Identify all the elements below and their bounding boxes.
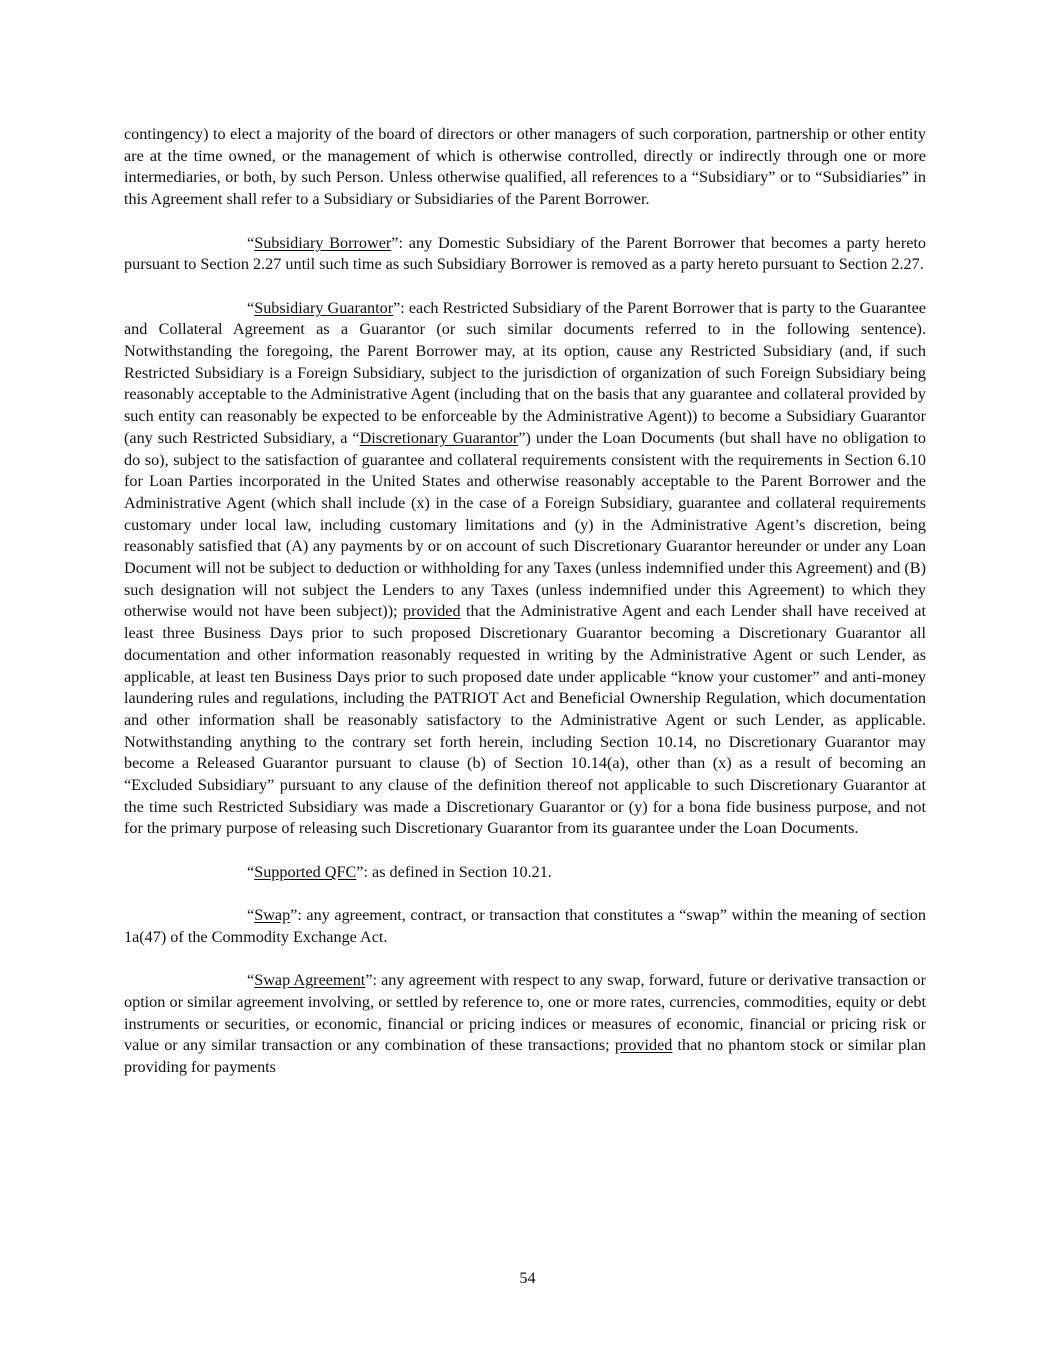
defined-term-supported-qfc: Supported QFC [254, 862, 357, 881]
defined-term-subsidiary-borrower: Subsidiary Borrower [254, 233, 392, 252]
definition-text-part-a: ”: any agreement with respect to any swap, forward, future or derivative transaction or option or similar agreement involving, or settled by reference to, one or more rates, currencies, commodities, equity or debt instruments or securities, or economic, financial or pricing indices or measures of economic, financial or pricing risk or value or any similar transaction or any combination of these transactions; [124, 971, 926, 1055]
open-quote: “ [247, 906, 255, 925]
definition-supported-qfc [124, 862, 926, 884]
definition-subsidiary-borrower [124, 233, 926, 276]
provided-keyword: provided [614, 1036, 673, 1055]
open-quote: “ [247, 233, 255, 252]
defined-term-discretionary-guarantor: Discretionary Guarantor [359, 428, 519, 447]
defined-term-subsidiary-guarantor: Subsidiary Guarantor [254, 298, 394, 317]
definition-text-part-a: ”: each Restricted Subsidiary of the Parent Borrower that is party to the Guarantee and Collateral Agreement as a Guarantor (or such similar documents referred to in the following sentence). Notwithstanding the foregoing, the Parent Borrower may, at its option, cause any Restricted Subsidiary (and, if such Restricted Subsidiary is a Foreign Subsidiary, subject to the jurisdiction of organization of such Foreign Subsidiary being reasonably acceptable to the Administrative Agent (including that on the basis that any guarantee and collateral provided by such entity can reasonably be expected to be enforceable by the Administrative Agent)) to become a Subsidiary Guarantor (any such Restricted Subsidiary, a “ [124, 298, 926, 447]
definition-swap-agreement [124, 970, 926, 1079]
definition-text-part-b: ”) under the Loan Documents (but shall have no obligation to do so), subject to the satisfaction of guarantee and collateral requirements consistent with the requirements in Section 6.10 for Loan Parties incorporated in the United States and otherwise reasonably acceptable to the Parent Borrower and the Administrative Agent (which shall include (x) in the case of a Foreign Subsidiary, guarantee and collateral requirements customary under local law, including customary limitations and (y) in the Administrative Agent’s discretion, being reasonably satisfied that (A) any payments by or on account of such Discretionary Guarantor hereunder or under any Loan Document will not be subject to deduction or withholding for any Taxes (unless indemnified under this Agreement) and (B) such designation will not subject the Lenders to any Taxes (unless indemnified under this Agreement) to which they otherwise would not have been subject)); [124, 428, 927, 621]
definition-subsidiary-guarantor [124, 298, 926, 841]
definition-text: ”: as defined in Section 10.21. [356, 862, 552, 881]
definition-text: ”: any agreement, contract, or transaction that constitutes a “swap” within the meaning of section 1a(47) of the Commodity Exchange Act. [124, 906, 926, 946]
paragraph-subsidiary-definition-continued: contingency) to elect a majority of the board of directors or other managers of such corporation, partnership or other entity are at the time owned, or the management of which is otherwise controlled, directly or indirectly through one or more intermediaries, or both, by such Person. Unless otherwise qualified, all references to a “Subsidiary” or to “Subsidiaries” in this Agreement shall refer to a Subsidiary or Subsidiaries of the Parent Borrower. [124, 125, 926, 209]
definition-text-part-c: that the Administrative Agent and each Lender shall have received at least three Business Days prior to such proposed Discretionary Guarantor becoming a Discretionary Guarantor all documentation and other information reasonably requested in writing by the Administrative Agent or such Lender, as applicable, at least ten Business Days prior to such proposed date under applicable “know your customer” and anti-money laundering rules and regulations, including the PATRIOT Act and Beneficial Ownership Regulation, which documentation and other information shall be reasonably satisfactory to the Administrative Agent or such Lender, as applicable. Notwithstanding anything to the contrary set forth herein, including Section 10.14, no Discretionary Guarantor may become a Released Guarantor pursuant to clause (b) of Section 10.14(a), other than (x) as a result of becoming an “Excluded Subsidiary” pursuant to any clause of the definition thereof not applicable to such Discretionary Guarantor at the time such Restricted Subsidiary was made a Discretionary Guarantor or (y) for a bona fide business purpose, and not for the primary purpose of releasing such Discretionary Guarantor from its guarantee under the Loan Documents. [124, 602, 926, 838]
definition-swap [124, 905, 926, 948]
provided-keyword: provided [403, 602, 461, 621]
open-quote: “ [247, 298, 255, 317]
open-quote: “ [247, 971, 255, 990]
open-quote: “ [247, 862, 255, 881]
defined-term-swap-agreement: Swap Agreement [254, 971, 366, 990]
defined-term-swap: Swap [254, 906, 291, 925]
definition-text-part-b: that no phantom stock or similar plan providing for payments [124, 1036, 927, 1077]
page-number: 54 [519, 1269, 536, 1287]
definition-text: ”: any Domestic Subsidiary of the Parent Borrower that becomes a party hereto pursuant to Section 2.27 until such time as such Subsidiary Borrower is removed as a party hereto pursuant to Section 2.27. [124, 233, 926, 274]
document-page [124, 124, 926, 1101]
